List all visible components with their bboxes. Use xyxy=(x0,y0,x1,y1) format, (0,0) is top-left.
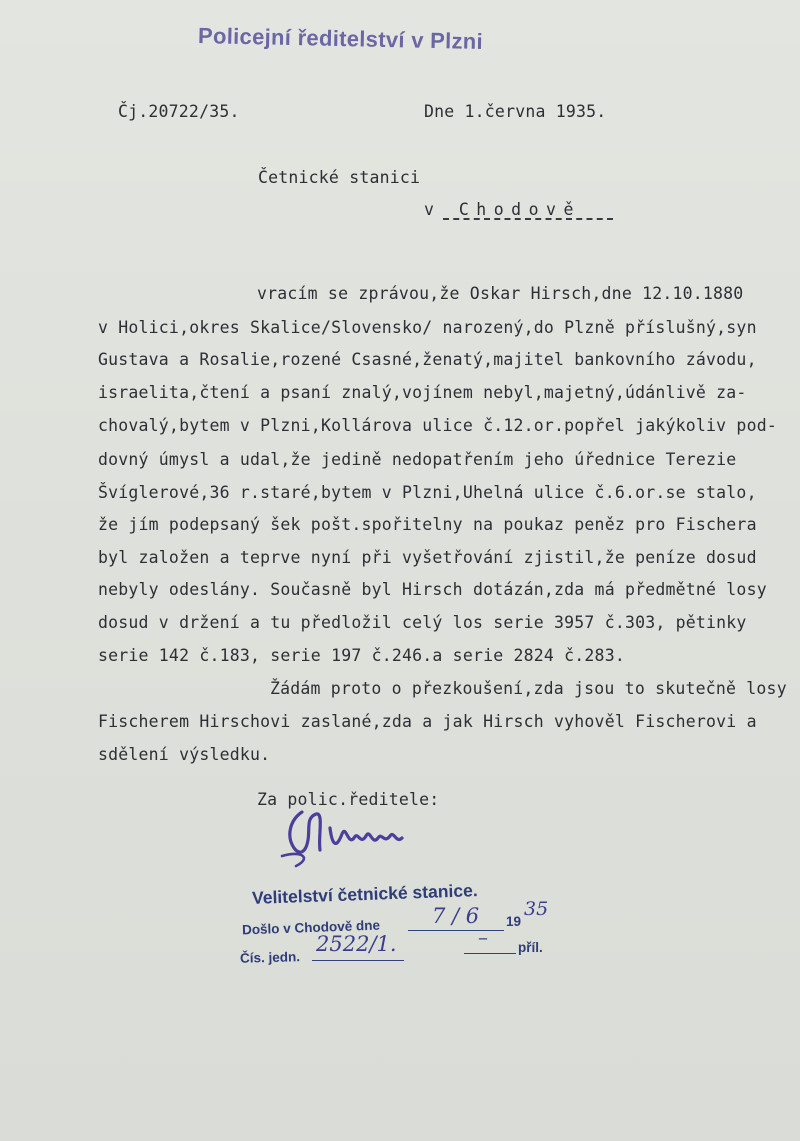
body-line-5: chovalý,bytem v Plzni,Kollárova ulice č.12.or.popřel jakýkoliv pod- xyxy=(98,416,777,435)
addressee-line2: v Chodově xyxy=(424,200,581,219)
reference-number: Čj.20722/35. xyxy=(118,102,240,121)
body-line-1: vracím se zprávou,že Oskar Hirsch,dne 12.10.1880 xyxy=(257,284,744,303)
body-line-6: dovný úmysl a udal,že jedině nedopatřením jeho úřednice Terezie xyxy=(98,450,737,469)
receipt-date-underline xyxy=(408,930,504,931)
receipt-number-hand: 2522/1. xyxy=(316,932,397,956)
addressee-line1: Četnické stanici xyxy=(258,168,421,187)
body-line-11: dosud v držení a tu předložil celý los serie 3957 č.303, pětinky xyxy=(98,613,747,632)
receipt-attachments-suffix: příl. xyxy=(518,940,543,955)
receipt-stamp-received-prefix: Došlo v Chodově dne xyxy=(241,917,381,938)
body-line-14: Fischerem Hirschovi zaslané,zda a jak Hirsch vyhověl Fischerovi a xyxy=(98,712,757,731)
receipt-number-prefix: Čís. jedn. xyxy=(239,949,301,966)
closing-line: Za polic.ředitele: xyxy=(257,790,440,809)
date-line: Dne 1.června 1935. xyxy=(424,102,607,121)
body-line-9: byl založen a teprve nyní při vyšetřování zjistil,že peníze dosud xyxy=(98,548,757,567)
body-line-2: v Holici,okres Skalice/Slovensko/ narozený,do Plzně příslušný,syn xyxy=(98,318,757,337)
body-line-13: Žádám proto o přezkoušení,zda jsou to skutečně losy xyxy=(270,679,787,698)
receipt-year-hand: 35 xyxy=(524,898,549,920)
receipt-received-date: 7 / 6 xyxy=(432,904,480,928)
handwritten-signature xyxy=(272,792,422,874)
body-line-12: serie 142 č.183, serie 197 č.246.a serie 2824 č.283. xyxy=(98,646,625,665)
body-line-15: sdělení výsledku. xyxy=(98,745,271,764)
police-directorate-stamp: Policejní ředitelství v Plzni xyxy=(197,23,484,54)
addressee-underline xyxy=(443,218,613,220)
body-line-10: nebyly odeslány. Současně byl Hirsch dotázán,zda má předmětné losy xyxy=(98,580,767,599)
body-line-3: Gustava a Rosalie,rozené Csasné,ženatý,majitel bankovního závodu, xyxy=(98,350,757,369)
body-line-4: israelita,čtení a psaní znalý,vojínem nebyl,majetný,údánlivě za- xyxy=(98,383,747,402)
body-line-7: Švíglerové,36 r.staré,bytem v Plzni,Uhelná ulice č.6.or.se stalo, xyxy=(98,483,757,502)
receipt-year-prefix: 19 xyxy=(506,914,522,929)
receipt-attachments-underline xyxy=(464,953,516,954)
receipt-stamp-title: Velitelství četnické stanice. xyxy=(251,880,478,908)
body-line-8: že jím podepsaný šek pošt.spořitelny na poukaz peněz pro Fischera xyxy=(98,515,757,534)
receipt-number-underline xyxy=(312,960,404,961)
receipt-attachments-hand: – xyxy=(478,925,488,949)
